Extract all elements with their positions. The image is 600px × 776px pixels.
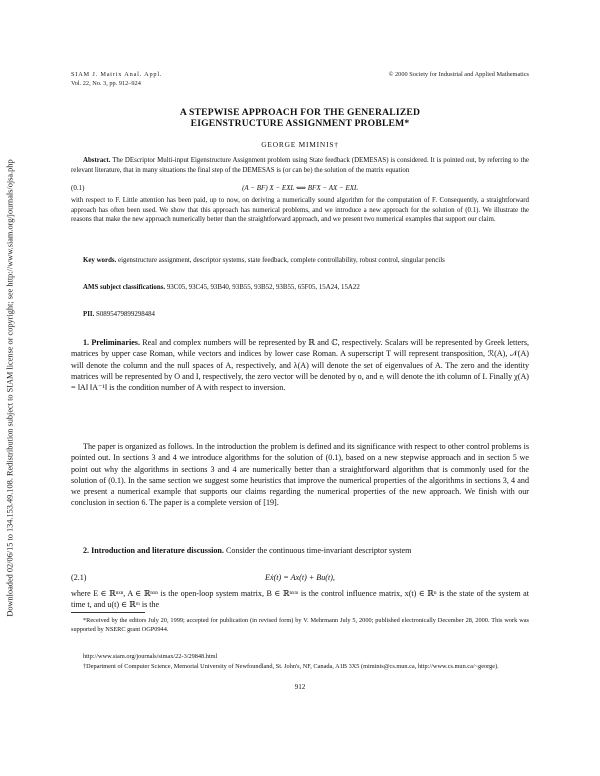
abstract-label: Abstract.	[83, 157, 111, 164]
keywords-label: Key words.	[83, 257, 117, 264]
section-1-heading: 1. Preliminaries.	[83, 338, 140, 347]
download-notice-text: Downloaded 02/06/15 to 134.153.49.108. Redistribution subject to SIAM license or copyright; see http://www.siam.org/journals/ojsa.php	[5, 159, 15, 617]
section-1-paragraph-2: The paper is organized as follows. In the introduction the problem is defined and its significance with respect to other control problems is pointed out. In sections 3 and 4 we introduce algorithms for the solution of (0.1), based on a new stepwise approach and in section 5 we point out why the algorithms in sections 3 and 4 are numerically better than a straightforward algorithm that is commonly used for the solution of (0.1). In the same section we suggest some heuristics that improve the numerical properties of the algorithms in sections 3, 4 and we present a numerical example that supports our claims regarding the numerical properties of the new approach. We finish with our conclusion in section 6. The paper is a complete version of [19].	[71, 442, 529, 508]
section-2-continued: where E ∈ ℝⁿˣⁿ, A ∈ ℝⁿˣⁿ is the open-loop system matrix, B ∈ ℝⁿˣᵐ is the control influence matrix, x(t) ∈ ℝⁿ is the state of the system at time t, and u(t) ∈ ℝᵐ is the	[71, 589, 529, 610]
ams-text: 93C05, 93C45, 93B40, 93B55, 93B52, 93B55, 65F05, 15A24, 15A22	[166, 284, 360, 291]
pii	[71, 310, 529, 320]
pii-text: S0895479899298484	[96, 311, 155, 318]
section-1-text: Real and complex numbers will be represented by ℝ and ℂ, respectively. Scalars will be represented by Greek letters, matrices by upper case Roman, while vectors and indices by lower case Roman. A superscript T will represent transposition, ℛ(A), 𝒩(A) will denote the column and the null spaces of A, respectively, and λ(A) will denote the set of eigenvalues of A. The zero and the identity matrices will be represented by O and I, respectively, the zero vector will be denoted by o, and eᵢ will denote the ith column of I. Finally χ(A) = ‖A‖ ‖A⁻¹‖ is the condition number of A with respect to inversion.	[71, 338, 529, 393]
equation-2-1-label: (2.1)	[71, 573, 87, 582]
abstract	[71, 156, 529, 175]
title-line-2: EIGENSTRUCTURE ASSIGNMENT PROBLEM*	[190, 118, 410, 129]
ams-label: AMS subject classifications.	[83, 284, 166, 291]
equation-0-1	[71, 184, 529, 194]
keywords-text: eigenstructure assignment, descriptor systems, state feedback, complete controllability, robust control, singular pencils	[118, 257, 445, 264]
section-1	[71, 337, 529, 393]
abstract-text-1: The DEscriptor Multi-input Eigenstructure Assignment problem using State feedback (DEMESAS) is considered. It is pointed out, by referring to the relevant literature, that in many situations the final step of the DEMESAS is (or can be) the solution of the matrix equation	[71, 157, 529, 174]
section-2	[71, 545, 529, 556]
section-2-text: Consider the continuous time-invariant descriptor system	[225, 546, 412, 555]
keywords	[71, 256, 529, 266]
footnote-received: *Received by the editors July 20, 1999; accepted for publication (in revised form) by V. Mehrmann July 5, 2000; published electronically December 28, 2000. This work was supported by NSERC grant OGP0944.	[71, 617, 529, 633]
section-2-heading: 2. Introduction and literature discussion.	[83, 546, 224, 555]
ams-classifications	[71, 283, 529, 293]
pii-label: PII.	[83, 311, 95, 318]
equation-body: (A − BF) X − EXL ⟺ BFX − AX − EXL	[242, 184, 358, 192]
equation-2-1-body: Eẋ(t) = Ax(t) + Bu(t),	[265, 573, 335, 582]
footnote-rule	[71, 612, 145, 613]
journal-name: SIAM J. Matrix Anal. Appl.	[71, 71, 163, 78]
footnote-url: http://www.siam.org/journals/simax/22-3/29848.html	[83, 653, 218, 660]
abstract-continued: with respect to F. Little attention has been paid, up to now, on deriving a numerically sound algorithm for the computation of F. Consequently, a straightforward approach has often been used. We show that this approach has numerical problems, and we introduce a new approach for the solution of (0.1). We illustrate the reasons that make the new approach numerically better than the straightforward approach, and we present two numerical examples that support our claim.	[71, 197, 529, 224]
title-line-1: A STEPWISE APPROACH FOR THE GENERALIZED	[179, 107, 421, 118]
download-notice	[3, 128, 17, 648]
equation-label: (0.1)	[71, 184, 85, 192]
paper-title	[60, 107, 540, 129]
author: GEORGE MIMINIS†	[261, 140, 339, 149]
page-number: 912	[294, 683, 306, 691]
footnote-affiliation: †Department of Computer Science, Memorial University of Newfoundland, St. John's, NF, Canada, A1B 3X5 (miminis@cs.mun.ca, http://www.cs.mun.ca/~george).	[83, 663, 499, 670]
journal-volume: Vol. 22, No. 3, pp. 912–924	[71, 80, 141, 87]
journal-header	[71, 70, 162, 88]
copyright-header: © 2000 Society for Industrial and Applied Mathematics	[388, 71, 529, 78]
